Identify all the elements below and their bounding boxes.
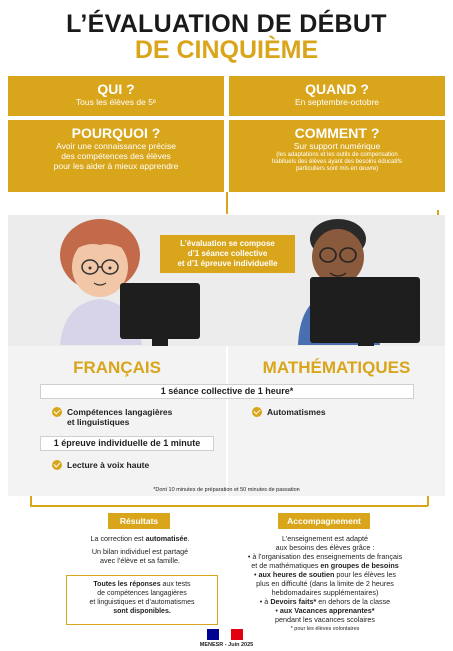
seance-footnote: *Dont 10 minutes de préparation et 50 minutes de passation <box>153 487 300 493</box>
check-icon <box>52 407 62 417</box>
comment-text: Sur support numérique <box>293 141 381 151</box>
maths-item-automatismes <box>252 407 326 417</box>
text-span: et de mathématiques <box>251 561 321 570</box>
divider <box>30 505 428 507</box>
text-emphasis: Devoirs faits* <box>270 597 317 606</box>
text-line: aux besoins des élèves grâce : <box>275 543 375 552</box>
monitor-right-illustration <box>310 277 420 351</box>
quand-cell <box>229 76 445 116</box>
text-line: plus en difficulté (dans la limite de 2 heures <box>256 579 394 588</box>
text-span: • <box>254 570 259 579</box>
monitor-left-illustration <box>120 283 200 347</box>
pourquoi-cell <box>8 120 224 192</box>
bubble-line-2: d’1 séance collective <box>187 249 268 258</box>
accompagnement-tag: Accompagnement <box>278 513 370 529</box>
resultats-tag: Résultats <box>108 513 170 529</box>
box-line: et linguistiques et d’automatismes <box>89 599 195 606</box>
item-label: Automatismes <box>267 407 326 417</box>
quand-text: En septembre-octobre <box>294 97 380 107</box>
text-line: L’enseignement est adapté <box>282 534 368 543</box>
resultats-text: La correction est automatisée. Un bilan individuel est partagé avec l’élève et sa famille. <box>60 534 220 565</box>
text-span: • à <box>259 597 271 606</box>
epreuve-individuelle-bar: 1 épreuve individuelle de 1 minute <box>40 436 214 451</box>
text-line: • à l’organisation des enseignements de français <box>247 552 403 561</box>
text-emphasis: aux heures de soutien <box>258 570 335 579</box>
maths-title: MATHÉMATIQUES <box>262 358 411 377</box>
text-emphasis: sont disponibles. <box>113 608 171 615</box>
marianne-logo <box>207 628 245 641</box>
qui-cell <box>8 76 224 116</box>
title-line-2: DE CINQUIÈME <box>134 36 319 64</box>
text-emphasis: en groupes de besoins <box>320 561 399 570</box>
check-icon <box>52 460 62 470</box>
bubble-line-1: L’évaluation se compose <box>180 239 275 248</box>
text-line: hebdomadaires supplémentaires) <box>271 588 379 597</box>
text-span: • <box>275 606 280 615</box>
item-label: Lecture à voix haute <box>67 460 150 470</box>
seance-collective-bar: 1 séance collective de 1 heure* <box>40 384 414 399</box>
text-emphasis: Toutes les réponses <box>93 581 161 588</box>
francais-item-lecture <box>52 460 149 470</box>
text-span: en dehors de la classe <box>316 597 391 606</box>
quand-heading: QUAND ? <box>305 81 369 97</box>
bubble-line-3: et d’1 épreuve individuelle <box>177 259 278 268</box>
composition-bubble <box>160 235 295 273</box>
item-label: Compétences langagières <box>67 407 173 417</box>
text-span: pour les élèves les <box>334 570 396 579</box>
divider <box>30 496 32 506</box>
item-label: et linguistiques <box>67 417 130 427</box>
comment-note: (les adaptations et les outils de compensation habituels des élèves ayant des besoins éducatifs particuliers sont mis en œuvre) <box>271 152 403 172</box>
text-emphasis: automatisée <box>145 534 188 543</box>
footer-text: MENESR - Juin 2025 <box>199 642 254 648</box>
resultats-box <box>66 575 218 625</box>
francais-item-competences <box>52 407 172 427</box>
comment-cell <box>229 120 445 192</box>
accompagnement-text <box>232 534 418 634</box>
text-line: pendant les vacances scolaires <box>275 615 375 624</box>
text-span: La correction est <box>90 534 146 543</box>
students-illustration <box>8 195 445 355</box>
text-line: * pour les élèves volontaires <box>290 626 360 632</box>
resultats-line-2: Un bilan individuel est partagé <box>91 547 189 556</box>
resultats-line-3: avec l’élève et sa famille. <box>100 556 180 565</box>
text-span: aux tests <box>160 581 191 588</box>
pourquoi-heading: POURQUOI ? <box>71 125 161 141</box>
pourquoi-text: Avoir une connaissance précise des compétences des élèves pour les aider à mieux apprendre <box>53 141 179 171</box>
qui-text: Tous les élèves de 5ᵉ <box>75 97 157 107</box>
qui-heading: QUI ? <box>97 81 135 97</box>
box-line: de compétences langagières <box>97 590 187 597</box>
check-icon <box>252 407 262 417</box>
divider <box>427 496 429 506</box>
text-emphasis: aux Vacances apprenantes* <box>279 606 375 615</box>
title-line-1: L’ÉVALUATION DE DÉBUT <box>66 10 387 38</box>
francais-title: FRANÇAIS <box>73 358 161 377</box>
comment-heading: COMMENT ? <box>294 125 380 141</box>
